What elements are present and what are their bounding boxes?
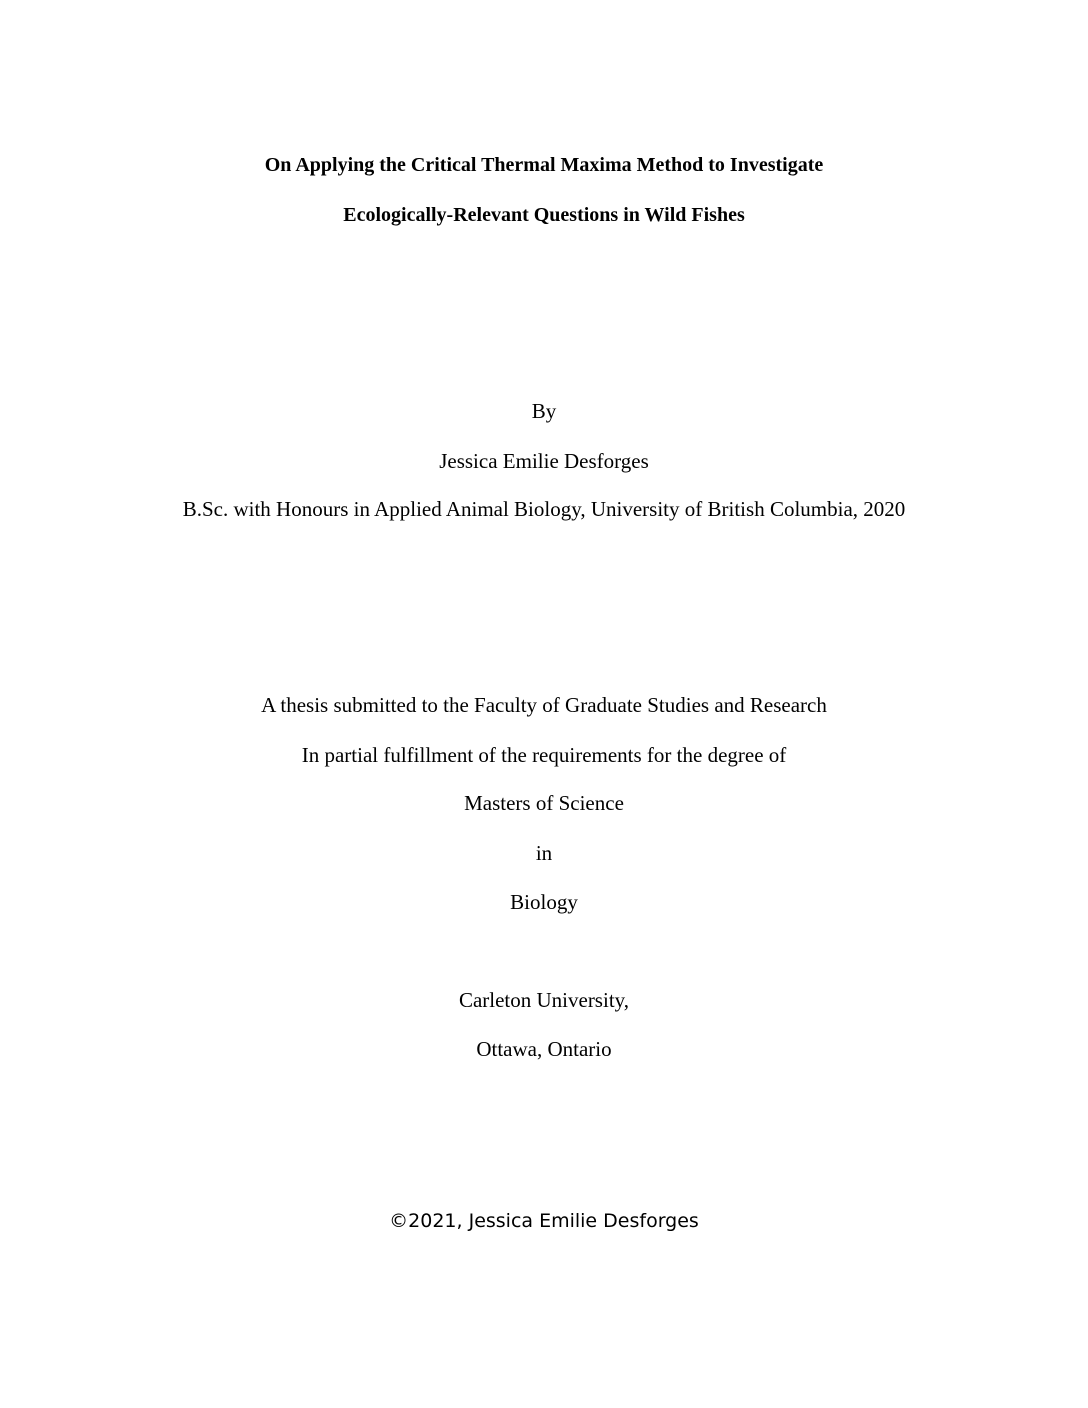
thesis-title-line-2: Ecologically-Relevant Questions in Wild Fishes <box>343 204 745 226</box>
by-label: By <box>531 399 557 423</box>
prior-degree: B.Sc. with Honours in Applied Animal Biology, University of British Columbia, 2020 <box>182 497 906 521</box>
thesis-title-line-1: On Applying the Critical Thermal Maxima Method to Investigate <box>264 154 824 176</box>
in-label: in <box>535 841 553 865</box>
degree-name: Masters of Science <box>464 791 624 815</box>
university-name: Carleton University, <box>458 988 630 1012</box>
copyright-notice: ©2021, Jessica Emilie Desforges <box>389 1210 699 1232</box>
university-location: Ottawa, Ontario <box>476 1037 612 1061</box>
field-of-study: Biology <box>510 890 578 914</box>
submission-statement: A thesis submitted to the Faculty of Graduate Studies and Research <box>261 693 827 717</box>
author-name: Jessica Emilie Desforges <box>439 449 649 473</box>
fulfillment-statement: In partial fulfillment of the requirements for the degree of <box>301 743 787 767</box>
